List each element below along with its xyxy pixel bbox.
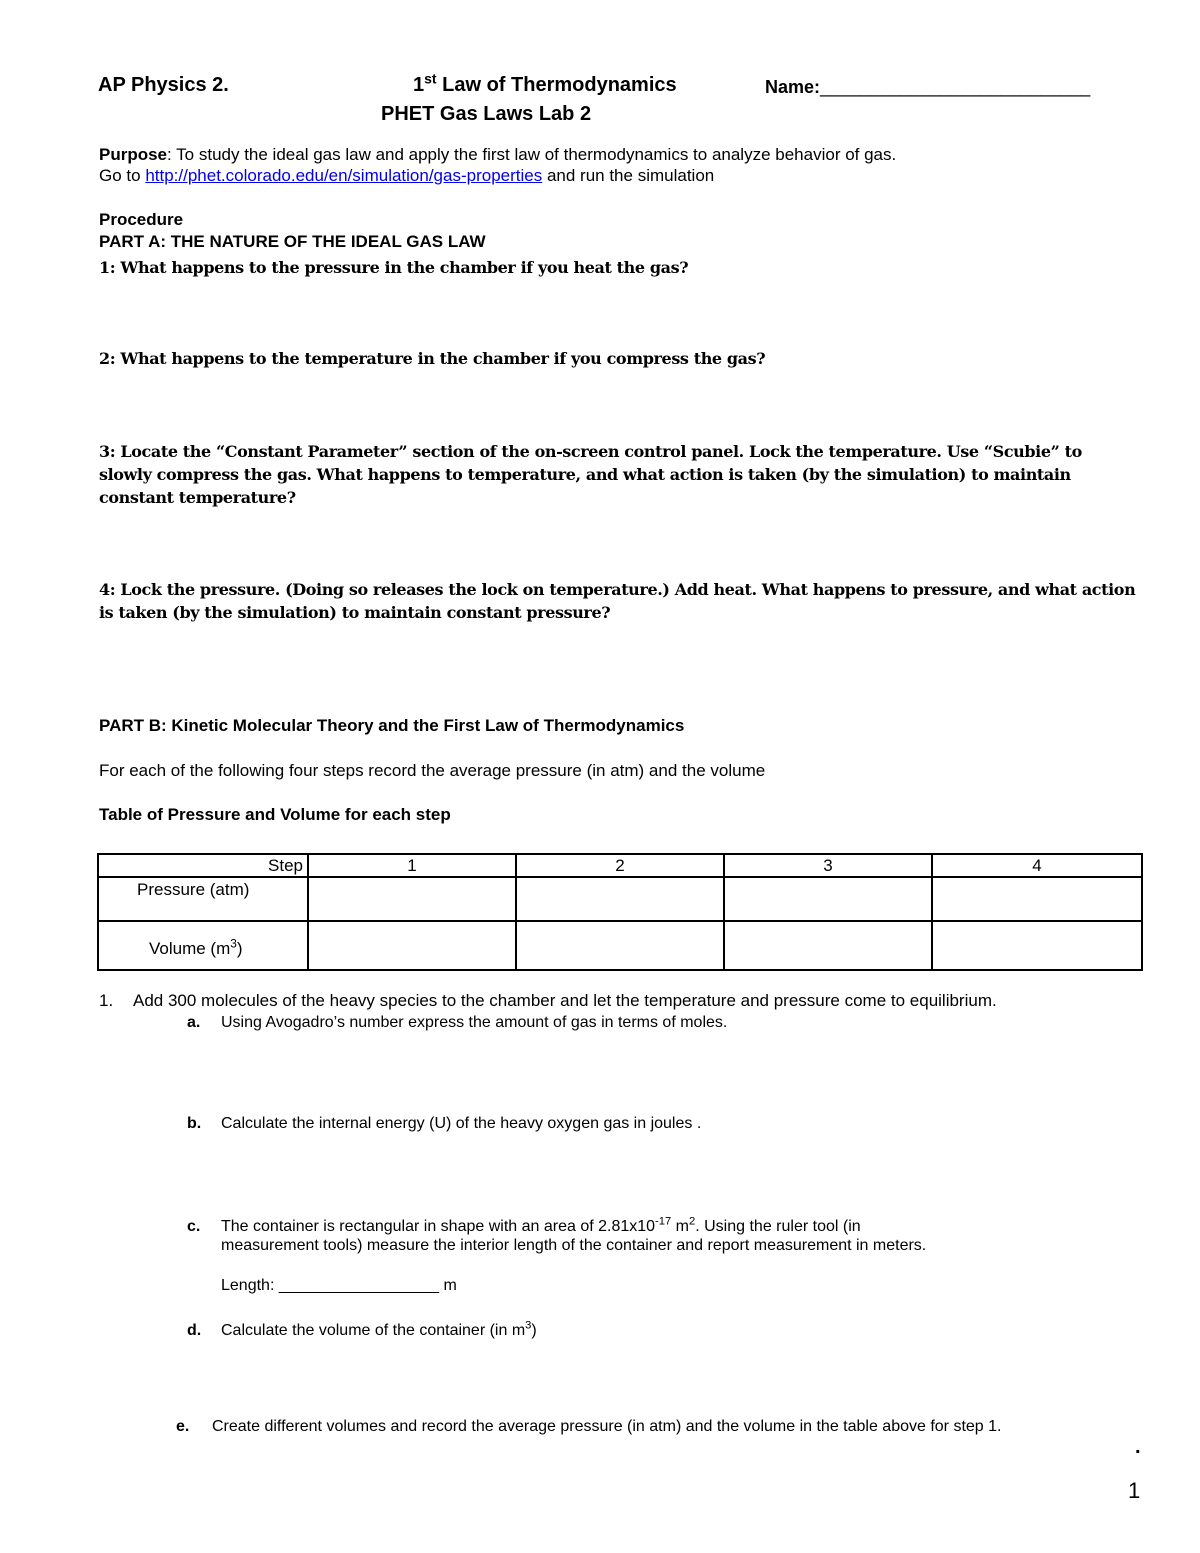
simulation-link[interactable]: http://phet.colorado.edu/en/simulation/gas-properties: [145, 166, 543, 185]
question-1b-text: Calculate the internal energy (U) of the heavy oxygen gas in joules .: [221, 1115, 702, 1132]
name-field[interactable]: [765, 77, 1090, 98]
table-header-step: Step: [98, 854, 308, 877]
question-1d-close: ): [531, 1322, 537, 1339]
volume-cell-step-2[interactable]: [516, 921, 724, 970]
table-row-volume: [98, 921, 1142, 970]
title-superscript: st: [424, 70, 437, 87]
table-header-step-2: 2: [516, 854, 724, 877]
part-b-heading: PART B: Kinetic Molecular Theory and the First Law of Thermodynamics: [99, 716, 685, 735]
question-1a: [187, 1014, 727, 1032]
part-a-question-3-line-2: slowly compress the gas. What happens to temperature, and what action is taken (by the simulation) to maintain: [99, 465, 1071, 484]
pressure-cell-step-1[interactable]: [308, 877, 516, 921]
part-a-question-1: 1: What happens to the pressure in the chamber if you heat the gas?: [99, 258, 689, 277]
name-blank[interactable]: ___________________________: [820, 77, 1091, 97]
purpose-line: [99, 145, 896, 165]
question-1-text: Add 300 molecules of the heavy species to the chamber and let the temperature and pressure come to equilibrium.: [133, 991, 997, 1010]
length-answer-field[interactable]: Length: __________________ m: [221, 1277, 457, 1294]
table-row-pressure: [98, 877, 1142, 921]
question-1b: [187, 1115, 701, 1133]
pressure-cell-step-4[interactable]: [932, 877, 1142, 921]
part-a-heading: PART A: THE NATURE OF THE IDEAL GAS LAW: [99, 232, 486, 251]
volume-label-text: Volume (m: [149, 938, 231, 958]
name-label: Name:: [765, 77, 821, 97]
title-rest: Law of Thermodynamics: [442, 74, 677, 96]
part-a-question-4-line-1: 4: Lock the pressure. (Doing so releases the lock on temperature.) Add heat. What happens to pressure, and what action: [99, 580, 1136, 599]
question-1e: [176, 1418, 1001, 1436]
question-1a-text: Using Avogadro’s number express the amount of gas in terms of moles.: [221, 1014, 728, 1031]
goto-before: Go to: [99, 166, 146, 185]
volume-label-close: ): [236, 938, 243, 958]
pressure-volume-table: [97, 853, 1143, 971]
question-1d-text: Calculate the volume of the container (in m: [221, 1322, 526, 1339]
question-1e-label: e.: [176, 1418, 190, 1435]
volume-cell-step-3[interactable]: [724, 921, 932, 970]
pressure-cell-step-3[interactable]: [724, 877, 932, 921]
question-1c-label: c.: [187, 1218, 201, 1235]
table-title: Table of Pressure and Volume for each step: [99, 805, 451, 824]
table-header-step-4: 4: [932, 854, 1142, 877]
course-title: AP Physics 2.: [98, 74, 229, 96]
question-1d: [187, 1319, 537, 1340]
question-1c-text-2: m: [671, 1218, 689, 1235]
question-1c-square: 2: [689, 1215, 696, 1228]
purpose-text: : To study the ideal gas law and apply the first law of thermodynamics to analyze behavior of gas.: [167, 145, 897, 164]
part-b-intro: For each of the following four steps record the average pressure (in atm) and the volume: [99, 761, 766, 780]
part-a-question-3-line-3: constant temperature?: [99, 488, 296, 507]
part-a-question-2: 2: What happens to the temperature in the chamber if you compress the gas?: [99, 349, 766, 368]
question-1c-text-3: . Using the ruler tool (in: [695, 1218, 861, 1235]
volume-row-label: [98, 921, 308, 970]
question-1: [99, 991, 997, 1011]
volume-cell-step-4[interactable]: [932, 921, 1142, 970]
goto-line: [99, 166, 714, 186]
volume-label-sup: 3: [230, 935, 237, 950]
goto-after: and run the simulation: [542, 166, 715, 185]
pressure-cell-step-2[interactable]: [516, 877, 724, 921]
question-1c-line-2: measurement tools) measure the interior length of the container and report measurement in meters.: [221, 1237, 927, 1254]
part-a-question-4-line-2: is taken (by the simulation) to maintain constant pressure?: [99, 603, 611, 622]
question-1a-label: a.: [187, 1014, 201, 1031]
part-a-question-3-line-1: 3: Locate the “Constant Parameter” section of the on-screen control panel. Lock the temperature. Use “Scubie” to: [99, 442, 1082, 461]
table-header-row: [98, 854, 1142, 877]
volume-cell-step-1[interactable]: [308, 921, 516, 970]
page-number: 1: [1128, 1478, 1141, 1503]
purpose-label: Purpose: [99, 145, 168, 164]
question-1d-sup: 3: [525, 1319, 532, 1332]
lab-title: PHET Gas Laws Lab 2: [381, 103, 592, 125]
question-1c: [187, 1215, 861, 1236]
table-header-step-1: 1: [308, 854, 516, 877]
question-1c-text-1: The container is rectangular in shape with an area of 2.81x10: [221, 1218, 656, 1235]
table-header-step-3: 3: [724, 854, 932, 877]
question-1c-exponent: -17: [655, 1215, 672, 1228]
question-1b-label: b.: [187, 1115, 202, 1132]
procedure-label: Procedure: [99, 210, 184, 229]
footer-dot: .: [1135, 1436, 1141, 1458]
question-1e-text: Create different volumes and record the average pressure (in atm) and the volume in the table above for step 1.: [212, 1418, 1002, 1435]
pressure-row-label: Pressure (atm): [98, 877, 308, 921]
question-1d-label: d.: [187, 1322, 202, 1339]
document-title: [413, 70, 677, 97]
question-1-number: 1.: [99, 991, 114, 1010]
title-number: 1: [413, 74, 425, 96]
